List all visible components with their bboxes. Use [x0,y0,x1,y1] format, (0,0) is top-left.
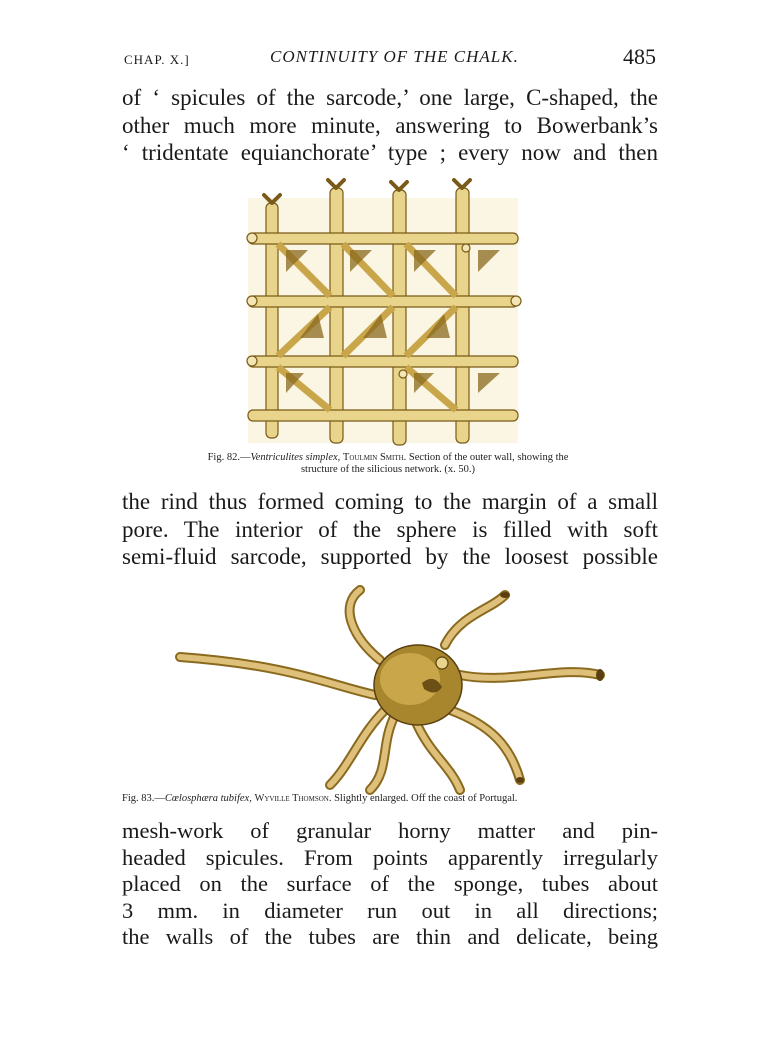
figure-83-caption [122,793,658,804]
sponge-body [374,645,462,725]
text-line: 3 mm. in diameter run out in all directions; [122,897,658,923]
chapter-label: CHAP. X.] [124,52,190,67]
caption-text: Section of the outer wall, showing the [408,452,569,463]
text-line: the walls of the tubes are thin and delicate, being [122,924,658,949]
text-line: ‘ tridentate equianchorate’ type ; every now and then [122,140,658,165]
paragraph-2 [122,488,658,571]
text-line: pore. The interior of the sphere is filled with soft [122,516,658,542]
paragraph-1 [122,84,658,167]
figure-label: Fig. 83.— [122,793,165,804]
figure-82-caption [139,452,637,463]
figure-label: Fig. 82.— [207,452,251,463]
species-name: Ventriculites simplex, [250,452,341,463]
text-line: of ‘ spicules of the sarcode,’ one large, C-shaped, the [122,85,658,110]
text-line: the rind thus formed coming to the margin of a small [122,489,658,514]
page-number: 485 [623,44,656,69]
tube-openings [500,592,604,783]
text-line: semi-fluid sarcode, supported by the loosest possible [122,544,658,569]
text-line: other much more minute, answering to Bowerbank’s [122,112,658,138]
text-line: mesh-work of granular horny matter and pin- [122,818,658,843]
figure-82-sponge-network [238,178,528,448]
species-name: Cœlosphæra tubifex, [164,793,252,804]
page-header [124,44,656,74]
text-line: placed on the surface of the sponge, tubes about [122,871,658,896]
author-name: Toulmin Smith. [342,452,407,463]
figure-82-caption-line-2: structure of the silicious network. (x. 50.) [300,464,476,475]
running-title: CONTINUITY OF THE CHALK. [270,47,519,66]
text-line: headed spicules. From points apparently irregularly [122,844,658,870]
author-name: Wyville Thomson. [254,793,332,804]
paragraph-3 [122,818,658,951]
caption-text: Slightly enlarged. Off the coast of Portugal. [334,793,518,804]
figure-83-sponge-tubes [160,585,620,795]
